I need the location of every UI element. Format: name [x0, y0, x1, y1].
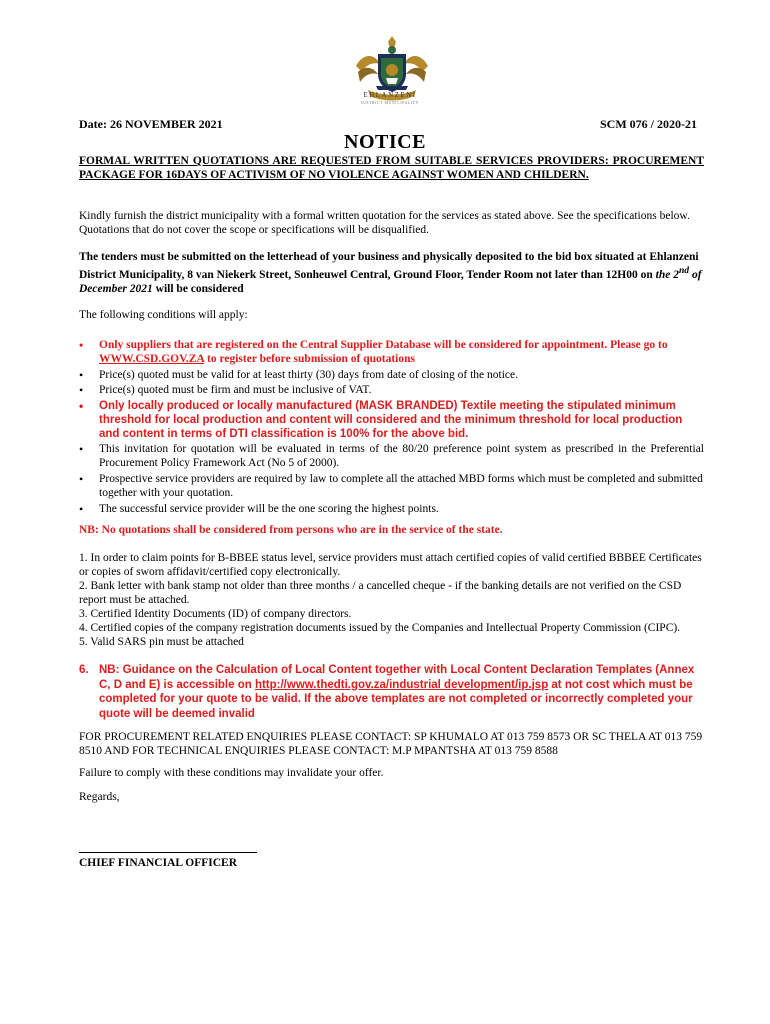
submission-date-month: of December 2021: [79, 268, 702, 295]
list-item: • Prospective service providers are required by law to complete all the attached MBD forms which must be completed and submitted together with your quotation.: [79, 472, 704, 500]
csd-text-end: to register before submission of quotations: [204, 353, 415, 365]
submission-date-day: the 2: [655, 268, 679, 281]
submission-text-end: will be considered: [152, 282, 244, 295]
submission-paragraph: [79, 250, 704, 296]
list-item: • This invitation for quotation will be evaluated in terms of the 80/20 preference point system as prescribed in the Preferential Procurement Policy Framework Act (No 5 of 2000).: [79, 442, 704, 470]
notice-heading: FORMAL WRITTEN QUOTATIONS ARE REQUESTED FROM SUITABLE SERVICES PROVIDERS: PROCUREMENT PACKAGE FOR 16DAYS OF ACTIVISM OF NO VIOLENCE AGAINST WOMEN AND CHILDERN.: [79, 155, 704, 181]
list-item: 5. Valid SARS pin must be attached: [79, 636, 244, 648]
list-item: • Only locally produced or locally manufactured (MASK BRANDED) Textile meeting the stipulated minimum threshold for local production and content will considered and the minimum threshold for local production and content in terms of DTI classification is 100% for the above bid.: [79, 399, 704, 441]
list-item: 3. Certified Identity Documents (ID) of company directors.: [79, 608, 352, 620]
item-number: 6.: [79, 664, 89, 676]
regards: Regards,: [79, 791, 120, 803]
conditions-list: [79, 338, 704, 517]
requirements-list: [79, 551, 704, 649]
submission-date-suffix: nd: [678, 265, 690, 276]
guidance-text-end: at not cost which must be completed for your quote to be valid. If the above templates are not completed or incorrectly completed your quote will be deemed invalid: [99, 678, 693, 720]
signature-line: [79, 852, 257, 853]
list-item: • Price(s) quoted must be valid for at least thirty (30) days from date of closing of the notice.: [79, 368, 704, 382]
conditions-intro: The following conditions will apply:: [79, 309, 248, 321]
dti-link[interactable]: http://www.thedti.gov.za/industrial development/ip.jsp: [254, 678, 549, 691]
local-content-guidance: [79, 663, 704, 721]
signatory-title: CHIEF FINANCIAL OFFICER: [79, 857, 238, 869]
nb-state-service: NB: No quotations shall be considered from persons who are in the service of the state.: [79, 524, 503, 536]
csd-link[interactable]: WWW.CSD.GOV.ZA: [99, 353, 205, 365]
enquiries-paragraph: FOR PROCUREMENT RELATED ENQUIRIES PLEASE CONTACT: SP KHUMALO AT 013 759 8573 OR SC THELA AT 013 759 8510 AND FOR TECHNICAL ENQUIRIES PLEASE CONTACT: M.P MPANTSHA AT 013 759 8588: [79, 731, 703, 757]
list-item: 1. In order to claim points for B-BBEE status level, service providers must attach certified copies of valid certified BBBEE Certificates or copies of sworn affidavit/certified copy electronically.: [79, 552, 702, 578]
list-item: [79, 338, 704, 366]
csd-text: Only suppliers that are registered on the Central Supplier Database will be considered for appointment. Please go to: [99, 339, 668, 351]
logo-subtitle: DISTRICT MUNICIPALITY: [361, 100, 419, 105]
list-item: • Price(s) quoted must be firm and must be inclusive of VAT.: [79, 383, 704, 397]
list-item: 4. Certified copies of the company registration documents issued by the Companies and Intellectual Property Commission (CIPC).: [79, 622, 681, 634]
failure-notice: Failure to comply with these conditions may invalidate your offer.: [79, 767, 384, 779]
guidance-text: [99, 663, 704, 721]
intro-paragraph: Kindly furnish the district municipality with a formal written quotation for the services as stated above. See the specifications below. Quotations that do not cover the scope or specifications will be disqualified.: [79, 210, 690, 236]
logo-name: EHLANZENI: [363, 91, 417, 99]
notice-title: NOTICE: [344, 131, 426, 153]
reference-number: SCM 076 / 2020-21: [600, 117, 697, 131]
guidance-text-start: NB: Guidance on the Calculation of Local Content together with Local Content Declaration Templates (Annex C, D and E) is accessible on: [99, 664, 695, 691]
list-item: • The successful service provider will be the one scoring the highest points.: [79, 502, 704, 516]
notice-date: Date: 26 NOVEMBER 2021: [79, 117, 223, 131]
list-item: 2. Bank letter with bank stamp not older than three months / a cancelled cheque - if the banking details are not verified on the CSD report must be attached.: [79, 580, 682, 606]
submission-text: The tenders must be submitted on the letterhead of your business and physically deposited to the bid box situated at Ehlanzeni District Municipality, 8 van Niekerk Street, Sonheuwel Central, Ground Floor, Tender Room not later than 12H00 on: [79, 251, 699, 281]
